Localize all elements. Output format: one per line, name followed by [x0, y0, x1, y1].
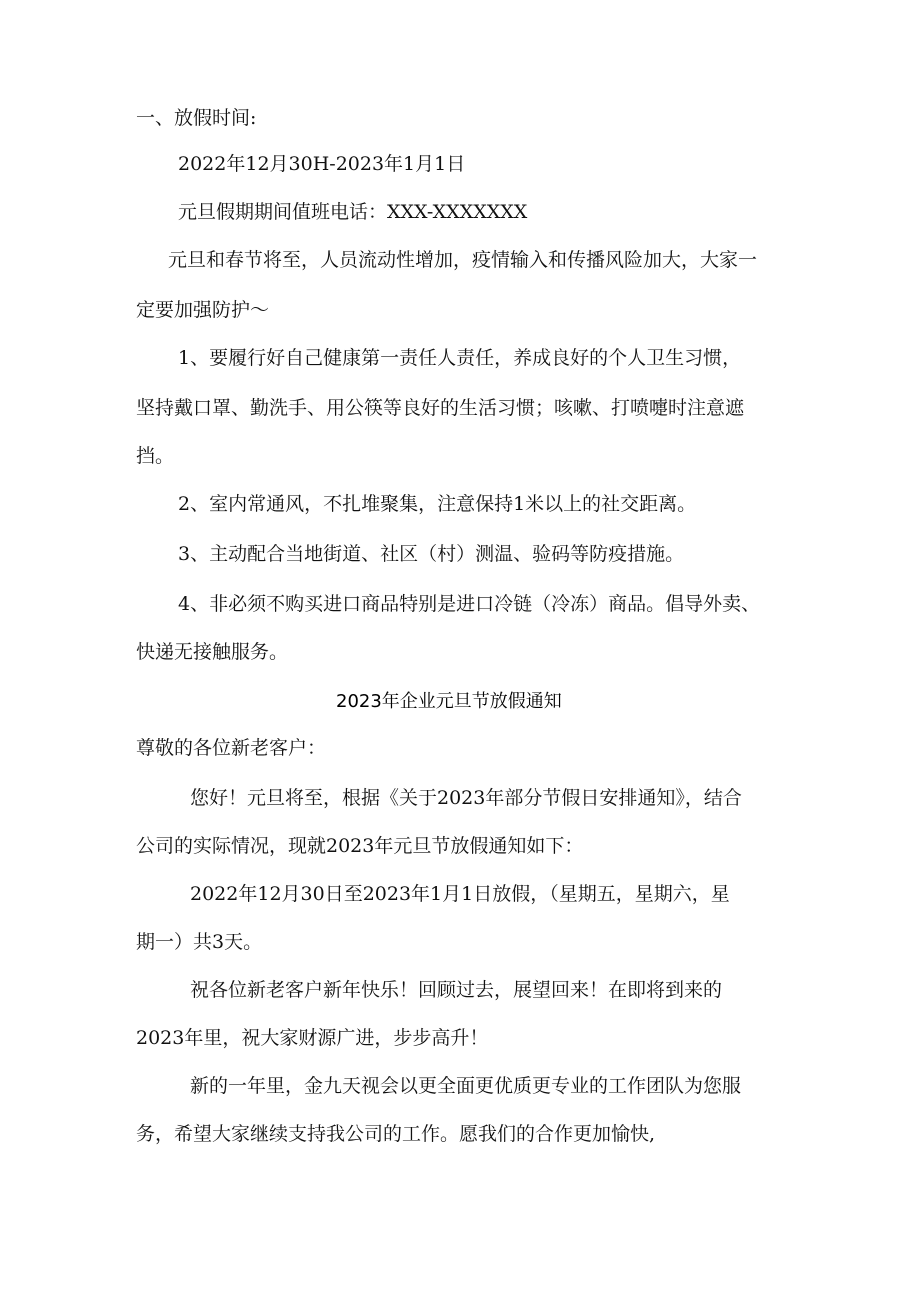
para2-line-2: 期一）共3天。 — [136, 931, 263, 953]
item3-line: 3、主动配合当地街道、社区（村）测温、验码等防疫措施。 — [178, 543, 685, 565]
para1-line-1: 您好！元旦将至，根据《关于2023年部分节假日安排通知》，结合 — [190, 787, 742, 809]
para3-line-1: 祝各位新老客户新年快乐！回顾过去，展望回来！在即将到来的 — [190, 979, 723, 1001]
para4-line-2: 务，希望大家继续支持我公司的工作。愿我们的合作更加愉快, — [136, 1123, 656, 1145]
intro-line-1: 元旦和春节将至，人员流动性增加，疫情输入和传播风险加大，大家一 — [168, 249, 758, 271]
item4-line-2: 快递无接触服务。 — [136, 641, 289, 663]
section-heading: 一、放假时间: — [136, 107, 257, 129]
duty-phone: 元旦假期期间值班电话：XXX-XXXXXXX — [178, 201, 528, 223]
salutation: 尊敬的各位新老客户： — [136, 737, 327, 759]
item1-line-3: 挡。 — [136, 445, 175, 467]
item4-line-1: 4、非必须不购买进口商品特别是进口冷链（冷冻）商品。倡导外卖、 — [178, 593, 761, 615]
item2-line: 2、室内常通风，不扎堆聚集，注意保持1米以上的社交距离。 — [178, 493, 697, 515]
notice-title: 2023年企业元旦节放假通知 — [336, 691, 562, 712]
para3-line-2: 2023年里，祝大家财源广进，步步高升！ — [136, 1027, 489, 1049]
holiday-dates: 2022年12月30H-2023年1月1日 — [178, 153, 466, 175]
para4-line-1: 新的一年里，金九天视会以更全面更优质更专业的工作团队为您服 — [190, 1075, 742, 1097]
intro-line-2: 定要加强防护～ — [136, 299, 270, 321]
para1-line-2: 公司的实际情况，现就2023年元旦节放假通知如下： — [136, 835, 584, 857]
item1-line-1: 1、要履行好自己健康第一责任人责任，养成良好的个人卫生习惯， — [178, 347, 742, 369]
para2-line-1: 2022年12月30日至2023年1月1日放假，（星期五，星期六，星 — [190, 883, 730, 905]
item1-line-2: 坚持戴口罩、勤洗手、用公筷等良好的生活习惯；咳嗽、打喷嚏时注意遮 — [136, 397, 745, 419]
